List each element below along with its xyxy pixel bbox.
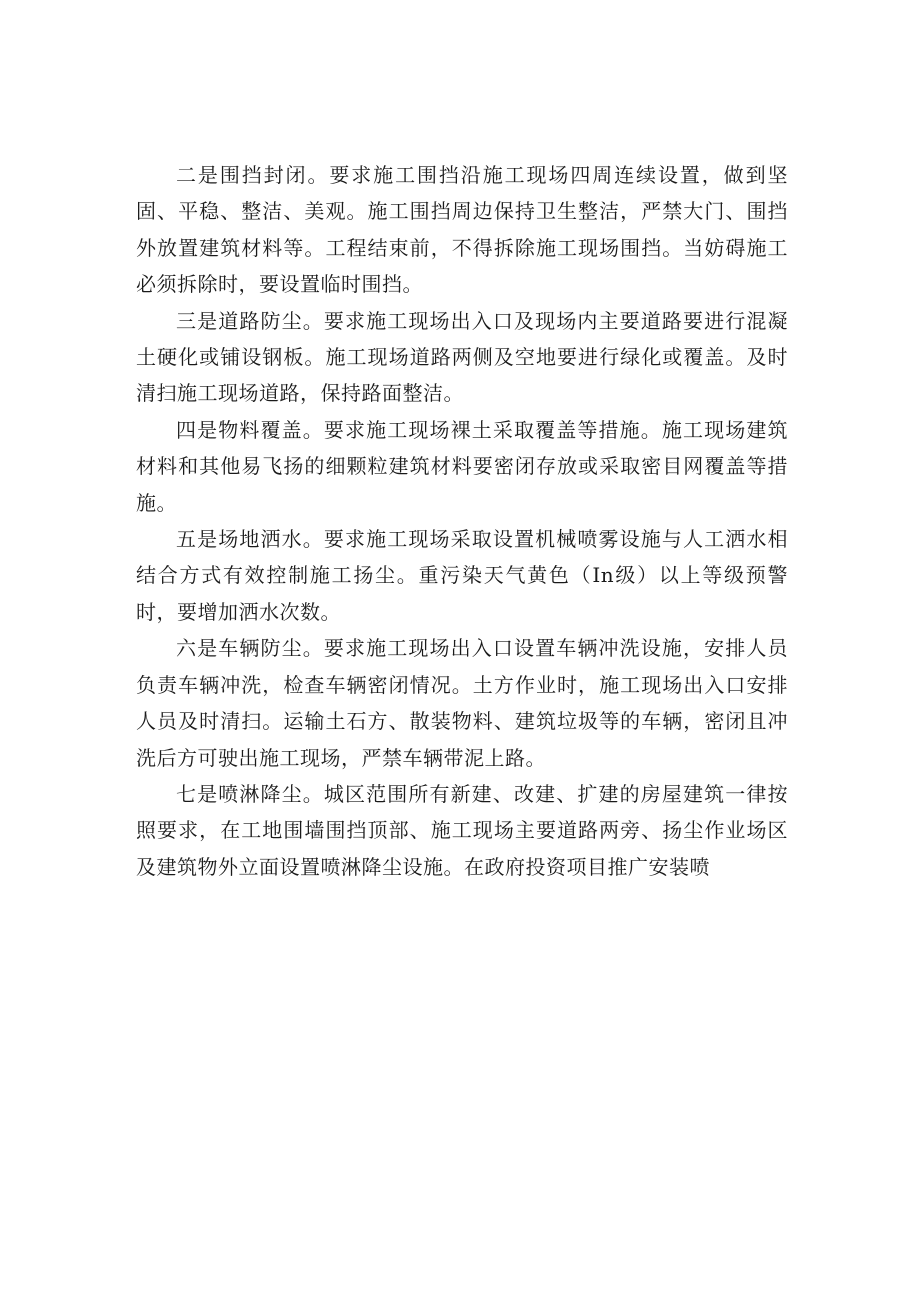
paragraph-enclosure: 二是围挡封闭。要求施工围挡沿施工现场四周连续设置，做到坚固、平稳、整洁、美观。施工围挡周边保持卫生整洁，严禁大门、围挡外放置建筑材料等。工程结束前，不得拆除施工现场围挡。当妨碍施工必须拆除时，要设置临时围挡。 <box>136 163 788 297</box>
paragraph-spray-dust: 七是喷淋降尘。城区范围所有新建、改建、扩建的房屋建筑一律按照要求，在工地围墙围挡顶部、施工现场主要道路两旁、扬尘作业场区及建筑物外立面设置喷淋降尘设施。在政府投资项目推广安装喷 <box>136 781 788 879</box>
document-body <box>136 157 788 885</box>
paragraph-road-dust: 三是道路防尘。要求施工现场出入口及现场内主要道路要进行混凝土硬化或铺设钢板。施工现场道路两侧及空地要进行绿化或覆盖。及时清扫施工现场道路，保持路面整洁。 <box>136 308 788 406</box>
paragraph-vehicle-dust: 六是车辆防尘。要求施工现场出入口设置车辆冲洗设施，安排人员负责车辆冲洗，检查车辆密闭情况。土方作业时，施工现场出入口安排人员及时清扫。运输土石方、散装物料、建筑垃圾等的车辆，密闭且冲洗后方可驶出施工现场，严禁车辆带泥上路。 <box>136 636 788 770</box>
paragraph-site-watering: 五是场地洒水。要求施工现场采取设置机械喷雾设施与人工洒水相结合方式有效控制施工扬尘。重污染天气黄色（In级）以上等级预警时，要增加洒水次数。 <box>136 527 788 624</box>
paragraph-material-cover: 四是物料覆盖。要求施工现场裸土采取覆盖等措施。施工现场建筑材料和其他易飞扬的细颗粒建筑材料要密闭存放或采取密目网覆盖等措施。 <box>136 417 788 515</box>
